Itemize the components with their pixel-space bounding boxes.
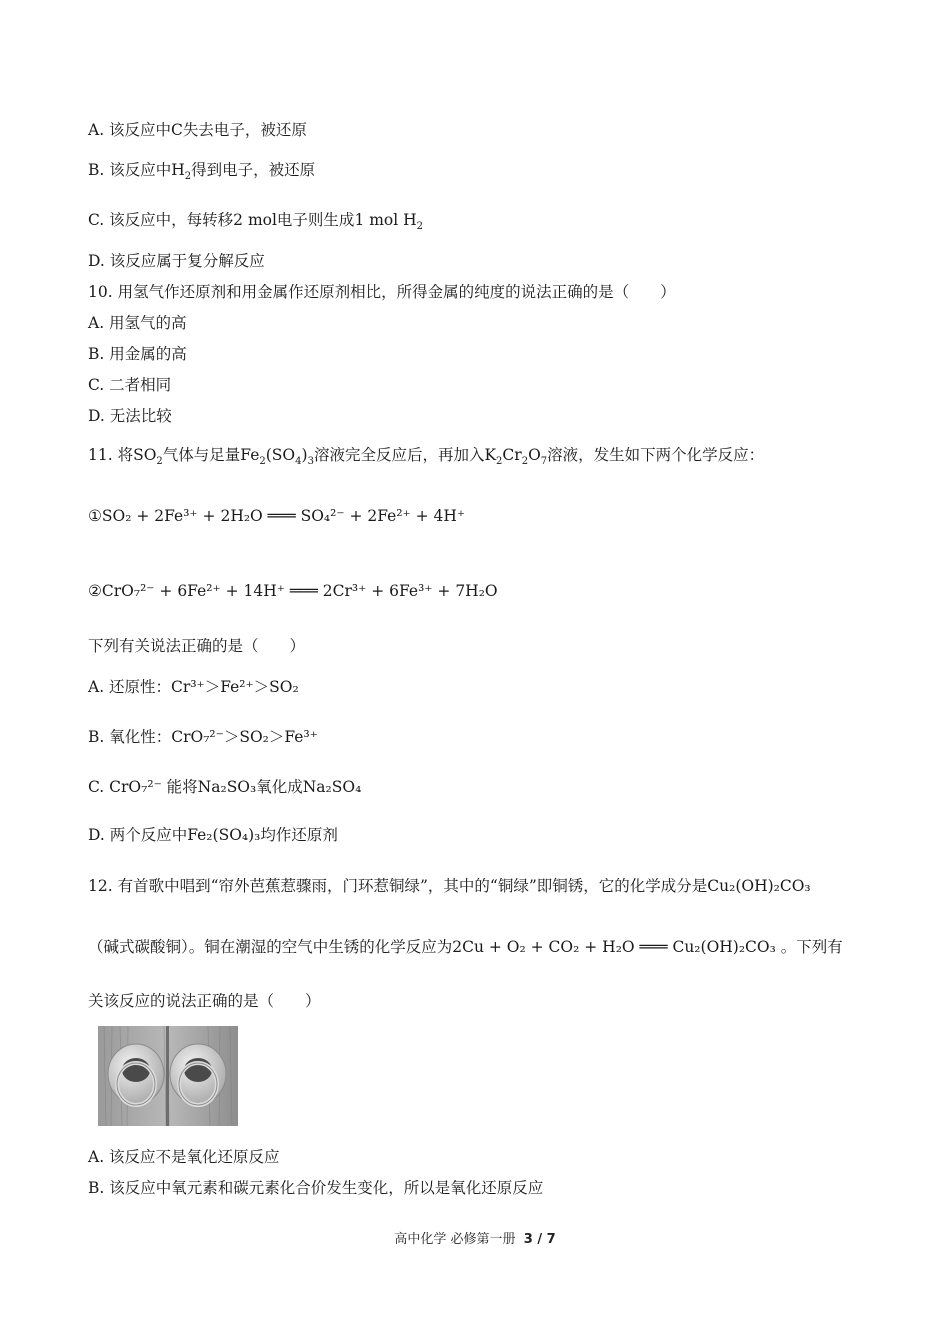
q9-option-b-sub: 2 <box>184 171 192 183</box>
q12-stem-line-2: （碱式碳酸铜）。铜在潮湿的空气中生锈的化学反应为2Cu + O₂ + CO₂ + H₂O ═══ Cu₂(OH)₂CO₃ 。下列有 <box>88 938 843 956</box>
q11-option-d: D. 两个反应中Fe₂(SO₄)₃均作还原剂 <box>88 826 338 844</box>
q11-option-a: A. 还原性：Cr³⁺＞Fe²⁺＞SO₂ <box>88 678 299 696</box>
q11-stem-part: (SO <box>265 446 296 464</box>
q10-option-d: D. 无法比较 <box>88 407 172 425</box>
q11-option-c: C. CrO₇²⁻ 能将Na₂SO₃氧化成Na₂SO₄ <box>88 778 362 796</box>
q12-stem-line-1: 12. 有首歌中唱到“帘外芭蕉惹骤雨，门环惹铜绿”，其中的“铜绿”即铜锈，它的化学成分是Cu₂(OH)₂CO₃ <box>88 877 811 895</box>
q10-option-b: B. 用金属的高 <box>88 345 187 363</box>
q10-stem: 10. 用氢气作还原剂和用金属作还原剂相比，所得金属的纯度的说法正确的是（ ） <box>88 283 676 301</box>
q11-stem: 11. 将$SO_2$气体与足量$Fe_2(SO_4)_3$溶液完全反应后，再加入$K_2Cr_2O_7$溶液，发生如下两个化学反应： <box>88 446 765 468</box>
q9-option-c <box>88 211 424 233</box>
q12-option-b: B. 该反应中氧元素和碳元素化合价发生变化，所以是氧化还原反应 <box>88 1179 544 1197</box>
q11-equation-1: ①SO₂ + 2Fe³⁺ + 2H₂O ═══ SO₄²⁻ + 2Fe²⁺ + 4H⁺ <box>88 507 466 525</box>
page-total: 7 <box>546 1232 556 1247</box>
q9-option-b-post: 得到电子，被还原 <box>191 161 316 179</box>
q11-stem-part: Cr <box>502 446 522 464</box>
q10-option-c: C. 二者相同 <box>88 376 172 394</box>
q11-stem-part: 11. 将SO <box>88 446 157 464</box>
q11-stem-part: ) <box>301 446 308 464</box>
door-knocker-photo <box>98 1026 238 1126</box>
q9-option-b-pre: B. 该反应中H <box>88 161 185 179</box>
q11-stem-part: O <box>528 446 541 464</box>
q9-option-c-pre: C. 该反应中，每转移2 mol电子则生成1 mol H <box>88 211 417 229</box>
q11-ask: 下列有关说法正确的是（ ） <box>88 637 306 655</box>
q12-stem-line-3: 关该反应的说法正确的是（ ） <box>88 992 321 1010</box>
q11-stem-part: 溶液完全反应后，再加入K <box>313 446 497 464</box>
q9-option-c-sub: 2 <box>416 221 424 233</box>
footer-title: 高中化学 必修第一册 <box>394 1232 516 1247</box>
q12-option-a: A. 该反应不是氧化还原反应 <box>88 1148 280 1166</box>
q11-option-b: B. 氧化性：CrO₇²⁻＞SO₂＞Fe³⁺ <box>88 728 318 746</box>
q9-option-a: A. 该反应中C失去电子，被还原 <box>88 121 307 139</box>
page-separator: / <box>532 1232 547 1247</box>
page-footer <box>0 1228 950 1247</box>
q11-equation-2: ②CrO₇²⁻ + 6Fe²⁺ + 14H⁺ ═══ 2Cr³⁺ + 6Fe³⁺ + 7H₂O <box>88 582 498 600</box>
page-number: 3 <box>523 1232 533 1247</box>
q9-option-d: D. 该反应属于复分解反应 <box>88 252 265 270</box>
q9-option-b <box>88 161 316 183</box>
q11-stem-part: 气体与足量Fe <box>162 446 260 464</box>
q11-stem-part: 溶液，发生如下两个化学反应： <box>547 446 765 464</box>
q10-option-a: A. 用氢气的高 <box>88 314 187 332</box>
